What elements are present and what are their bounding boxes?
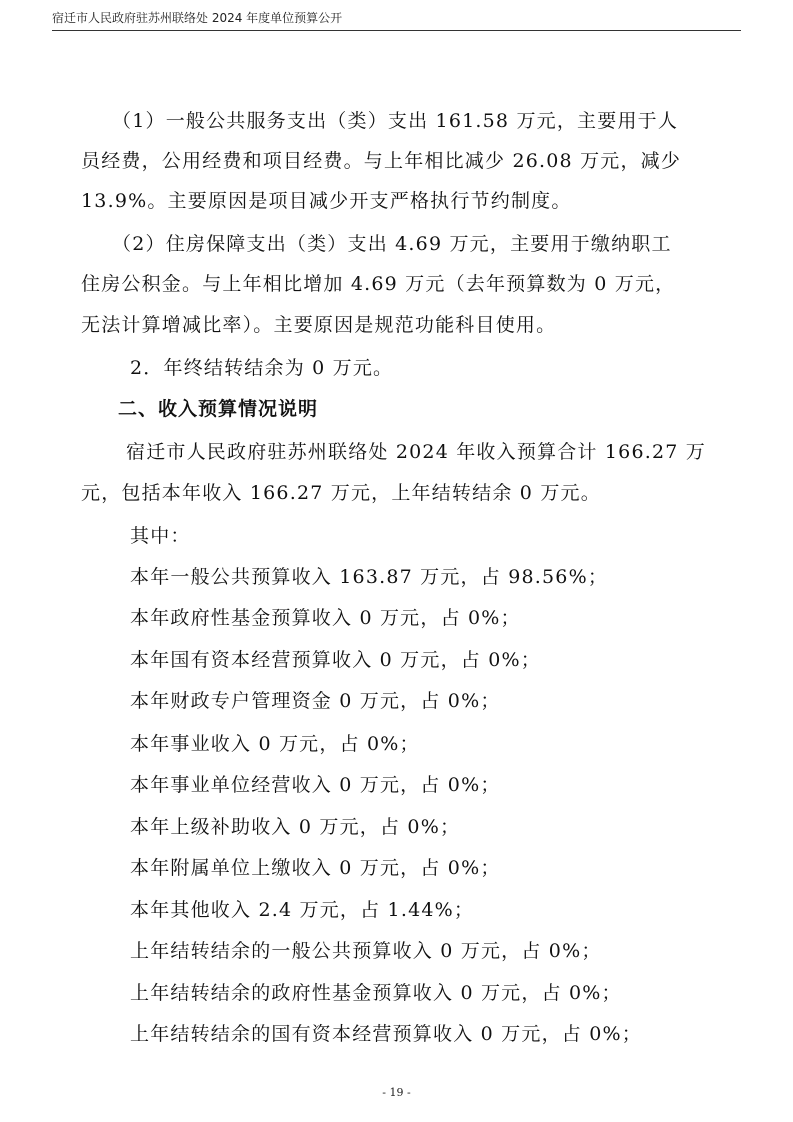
list-item: 本年事业单位经营收入 0 万元，占 0%； — [130, 774, 501, 796]
paragraph-line: 住房公积金。与上年相比增加 4.69 万元（去年预算数为 0 万元， — [81, 273, 676, 295]
paragraph-line: （1）一般公共服务支出（类）支出 161.58 万元，主要用于人 — [112, 110, 679, 132]
paragraph-line: 宿迁市人民政府驻苏州联络处 2024 年收入预算合计 166.27 万 — [126, 441, 706, 463]
list-item: 本年上级补助收入 0 万元，占 0%； — [130, 816, 461, 838]
list-item: 本年其他收入 2.4 万元，占 1.44%； — [130, 899, 475, 921]
list-item: 本年附属单位上缴收入 0 万元，占 0%； — [130, 857, 501, 879]
page-number: - 19 - — [382, 1086, 411, 1099]
page-header-title: 宿迁市人民政府驻苏州联络处 2024 年度单位预算公开 — [52, 11, 343, 25]
paragraph-line: 13.9%。主要原因是项目减少开支严格执行节约制度。 — [81, 190, 572, 212]
list-item: 本年政府性基金预算收入 0 万元，占 0%； — [130, 607, 521, 629]
list-item: 上年结转结余的一般公共预算收入 0 万元，占 0%； — [130, 940, 602, 962]
list-item: 上年结转结余的国有资本经营预算收入 0 万元，占 0%； — [130, 1023, 642, 1045]
paragraph-line: 2．年终结转结余为 0 万元。 — [130, 357, 394, 379]
paragraph-line: 元，包括本年收入 166.27 万元，上年结转结余 0 万元。 — [81, 482, 601, 504]
list-item: 本年国有资本经营预算收入 0 万元，占 0%； — [130, 649, 541, 671]
paragraph-line: 员经费，公用经费和项目经费。与上年相比减少 26.08 万元，减少 — [81, 150, 682, 172]
paragraph-line: 无法计算增减比率）。主要原因是规范功能科目使用。 — [81, 314, 557, 336]
paragraph-line: （2）住房保障支出（类）支出 4.69 万元，主要用于缴纳职工 — [112, 233, 672, 255]
list-item: 本年事业收入 0 万元，占 0%； — [130, 733, 420, 755]
list-item: 上年结转结余的政府性基金预算收入 0 万元，占 0%； — [130, 982, 622, 1004]
paragraph-line: 其中： — [130, 525, 191, 547]
section-heading: 二、收入预算情况说明 — [118, 398, 319, 420]
list-item: 本年财政专户管理资金 0 万元，占 0%； — [130, 690, 501, 712]
header-divider — [52, 30, 741, 31]
list-item: 本年一般公共预算收入 163.87 万元，占 98.56%； — [130, 566, 609, 588]
